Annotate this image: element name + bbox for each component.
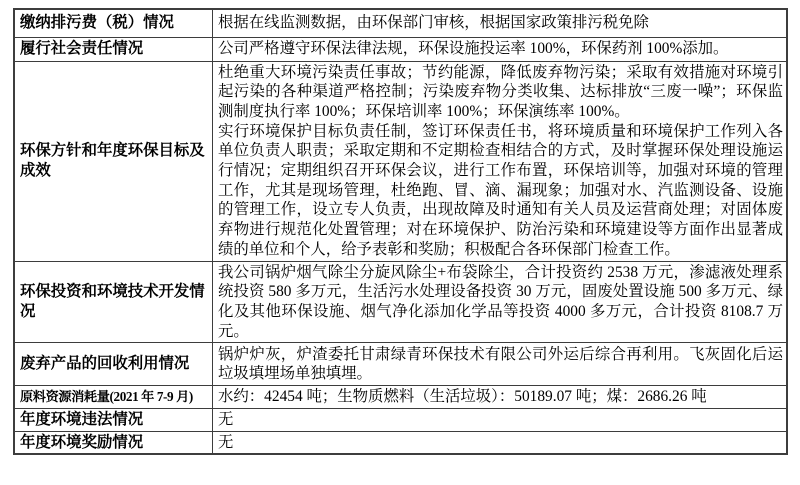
environmental-info-table xyxy=(13,8,788,455)
table-row-pollution-fee xyxy=(14,9,787,37)
row-content-violations: 无 xyxy=(213,409,788,432)
table-row-policy-goals xyxy=(14,61,787,261)
row-label-pollution-fee: 缴纳排污费（税）情况 xyxy=(14,9,213,37)
policy-goals-paragraph-1: 杜绝重大环境污染责任事故；节约能源，降低废弃物污染；采取有效措施对环境引起污染的各种渠道严格控制；污染废弃物分类收集、达标排放“三废一噪”；环保监测制度执行率 100%；环保培训率 100%；环保演练率 100%。 xyxy=(218,63,783,120)
row-content-pollution-fee: 根据在线监测数据，由环保部门审核，根据国家政策排污税免除 xyxy=(213,9,788,37)
policy-goals-paragraph-2: 实行环境保护目标负责任制，签订环保责任书，将环境质量和环境保护工作列入各单位负责人职责；采取定期和不定期检查相结合的方式，及时掌握环保处理设施运行情况；定期组织召开环保会议，进行工作布置，环保培训等，加强对环境的管理工作，尤其是现场管理，杜绝跑、冒、滴、漏现象；加强对水、汽监测设备、设施的管理工作，设立专人负责，出现故障及时通知有关人员及运营商处理；对固体废弃物进行规范化处置管理；对在环境保护、防治污染和环境建设等方面作出显著成绩的单位和个人，给予表彰和奖励；积极配合各环保部门检查工作。 xyxy=(218,122,783,258)
row-content-social-responsibility: 公司严格遵守环保法律法规，环保设施投运率 100%，环保药剂 100%添加。 xyxy=(213,37,788,61)
table-row-awards xyxy=(14,431,787,454)
row-content-awards: 无 xyxy=(213,431,788,454)
row-label-waste-recycling: 废弃产品的回收利用情况 xyxy=(14,343,213,386)
table-row-waste-recycling xyxy=(14,343,787,386)
table-row-investment xyxy=(14,261,787,343)
table-row-social-responsibility xyxy=(14,37,787,61)
row-label-investment: 环保投资和环境技术开发情况 xyxy=(14,261,213,343)
row-label-policy-goals: 环保方针和年度环保目标及成效 xyxy=(14,61,213,261)
row-content-investment: 我公司锅炉烟气除尘分旋风除尘+布袋除尘，合计投资约 2538 万元，渗滤液处理系统投资 580 多万元，生活污水处理设备投资 30 万元，固废处置设施 500 多万元、绿化及其他环保设施、烟气净化添加化学品等投资 4000 多万元，合计投资 8108.7 万元。 xyxy=(213,261,788,343)
row-label-violations: 年度环境违法情况 xyxy=(14,409,213,432)
row-content-waste-recycling: 锅炉炉灰，炉渣委托甘肃绿青环保技术有限公司外运后综合再利用。飞灰固化后运垃圾填埋场单独填埋。 xyxy=(213,343,788,386)
row-label-awards: 年度环境奖励情况 xyxy=(14,431,213,454)
row-content-policy-goals xyxy=(213,61,788,261)
row-label-social-responsibility: 履行社会责任情况 xyxy=(14,37,213,61)
row-content-resource-consumption: 水约：42454 吨；生物质燃料（生活垃圾）：50189.07 吨；煤：2686.26 吨 xyxy=(213,386,788,409)
table-row-violations xyxy=(14,409,787,432)
row-label-resource-consumption: 原料资源消耗量(2021 年 7-9 月) xyxy=(14,386,213,409)
table-row-resource-consumption xyxy=(14,386,787,409)
